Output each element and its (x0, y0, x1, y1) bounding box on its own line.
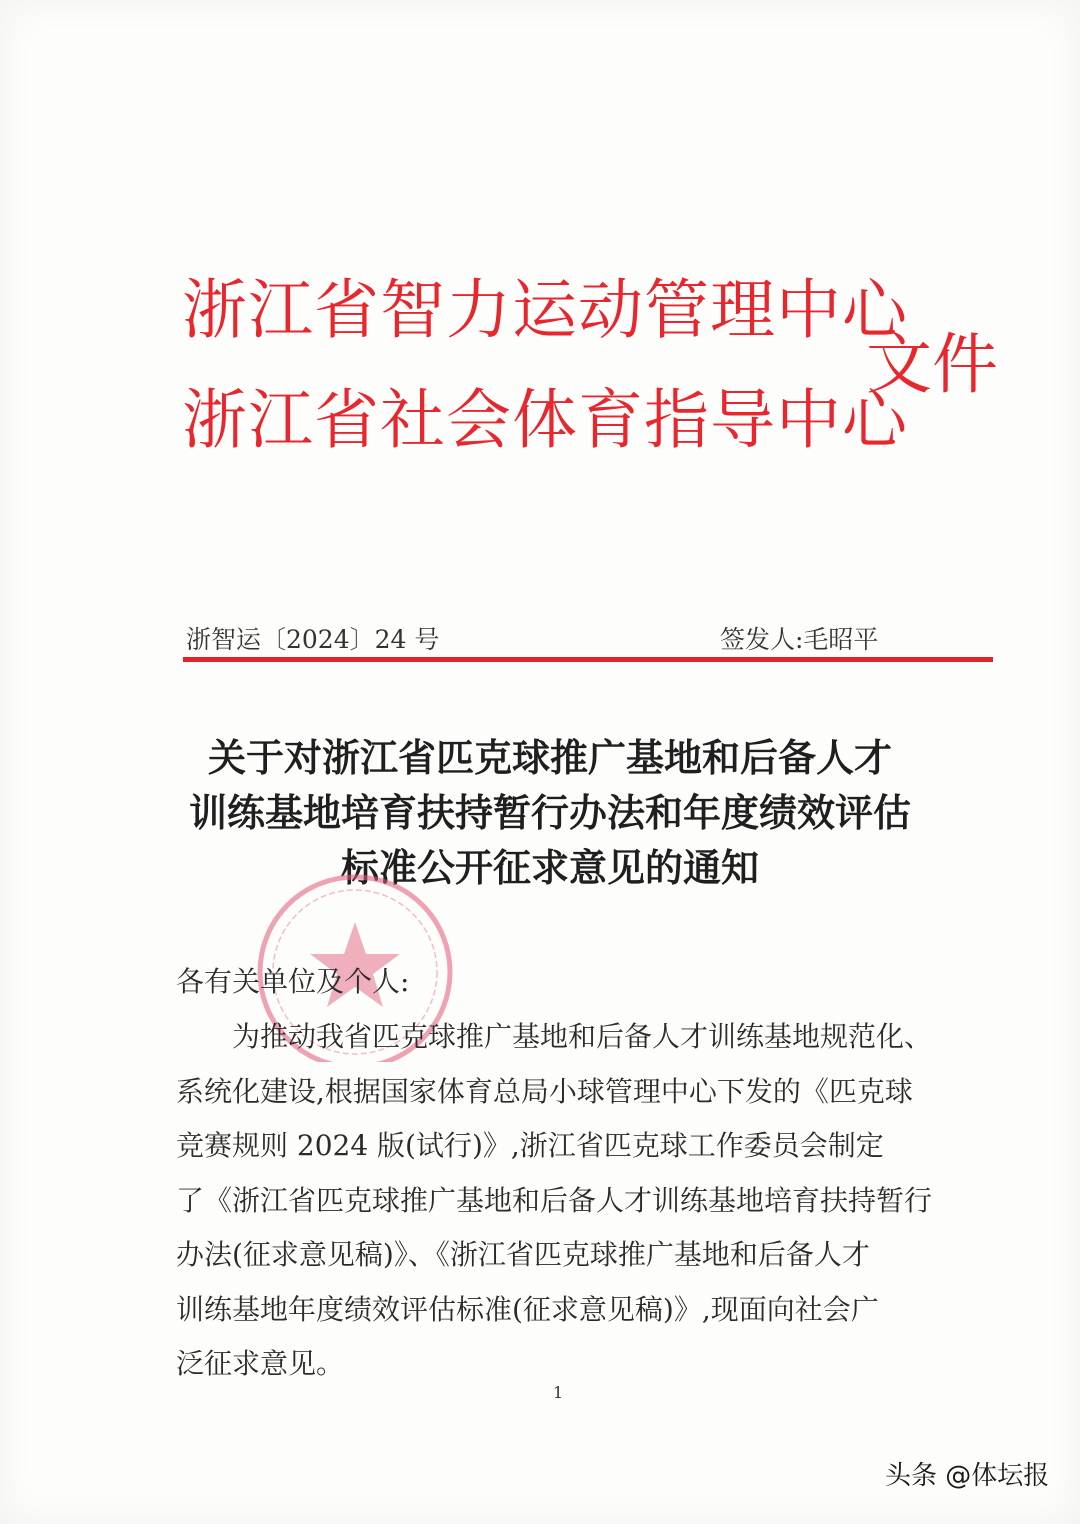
document-number: 浙智运〔2024〕24 号 (186, 625, 440, 654)
signer-label: 签发人:毛昭平 (720, 625, 879, 654)
page-number: 1 (553, 1383, 564, 1402)
body-line: 系统化建设,根据国家体育总局小球管理中心下发的《匹克球 (176, 1074, 913, 1108)
red-divider-line (183, 657, 993, 662)
source-watermark: 头条 @体坛报 (885, 1461, 1050, 1491)
body-line: 办法(征求意见稿)》、《浙江省匹克球推广基地和后备人才 (176, 1238, 870, 1271)
body-line: 泛征求意见。 (176, 1347, 345, 1380)
salutation: 各有关单位及个人: (176, 965, 410, 998)
body-line: 训练基地年度绩效评估标准(征求意见稿)》,现面向社会广 (176, 1292, 879, 1326)
title-line-1: 关于对浙江省匹克球推广基地和后备人才 (207, 735, 892, 780)
body-line: 了《浙江省匹克球推广基地和后备人才训练基地培育扶持暂行 (176, 1183, 933, 1217)
issuing-org-line-1: 浙江省智力运动管理中心 (182, 273, 909, 348)
title-line-3: 标准公开征求意见的通知 (340, 845, 759, 890)
body-line: 为推动我省匹克球推广基地和后备人才训练基地规范化、 (232, 1020, 933, 1053)
title-line-2: 训练基地培育扶持暂行办法和年度绩效评估 (188, 790, 911, 835)
issuing-org-line-2: 浙江省社会体育指导中心 (182, 383, 909, 458)
body-line: 竞赛规则 2024 版(试行)》,浙江省匹克球工作委员会制定 (176, 1129, 884, 1162)
document-type-label: 文件 (866, 326, 998, 403)
body-paragraph (176, 1010, 946, 1392)
